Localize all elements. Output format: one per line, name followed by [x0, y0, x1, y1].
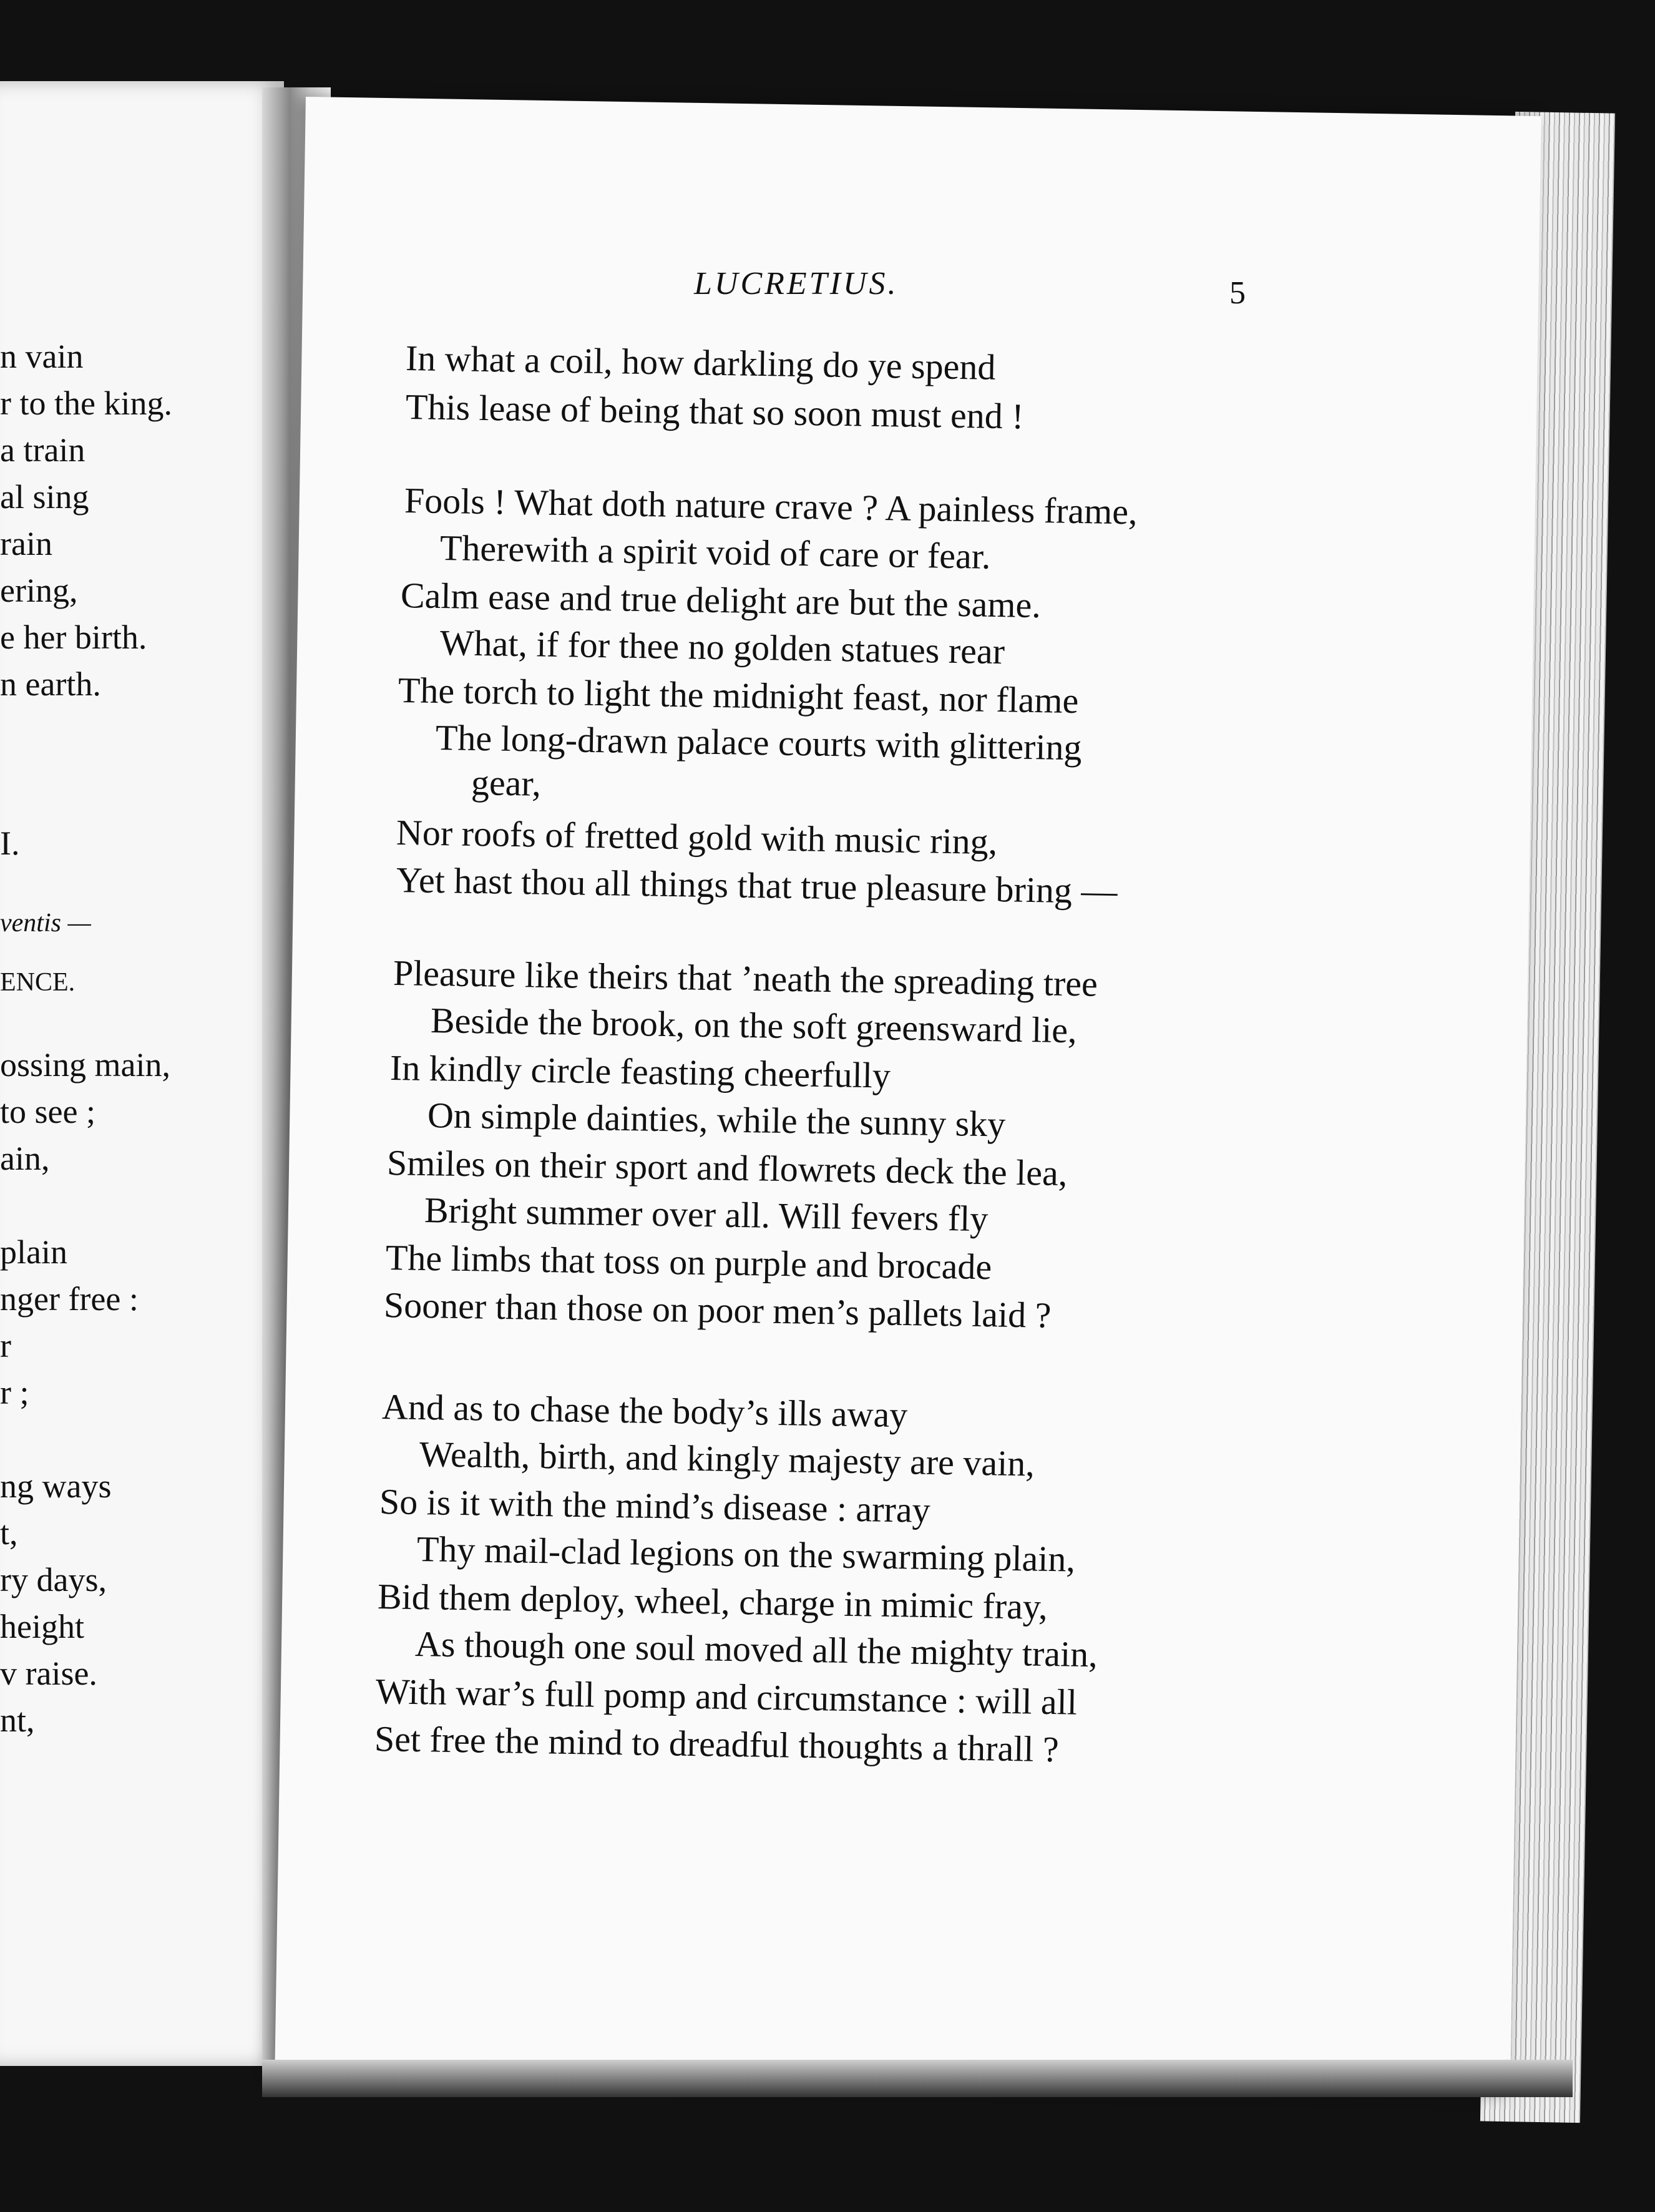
- verse-line: Calm ease and true delight are but the same.: [400, 575, 1042, 626]
- left-page-line: r: [0, 1327, 11, 1364]
- page-number: 5: [1229, 275, 1246, 311]
- left-page-line: ENCE.: [0, 968, 76, 997]
- left-page-line: ering,: [0, 572, 78, 609]
- left-page-line: plain: [0, 1233, 67, 1271]
- left-page-line: ossing main,: [0, 1046, 171, 1084]
- left-page-line: nger free :: [0, 1280, 139, 1318]
- verse-line: The limbs that toss on purple and brocade: [385, 1237, 992, 1288]
- left-page-line: height: [0, 1608, 84, 1645]
- left-page-line: ry days,: [0, 1561, 107, 1598]
- verse-line: What, if for thee no golden statues rear: [439, 622, 1005, 672]
- verse-line: Bright summer over all. Will fevers fly: [424, 1190, 989, 1240]
- verse-line: This lease of being that so soon must end !: [405, 386, 1025, 437]
- verse-line: Therewith a spirit void of care or fear.: [439, 527, 991, 577]
- verse-line: On simple dainties, while the sunny sky: [427, 1095, 1006, 1145]
- verse-line: Yet hast thou all things that true pleasure bring —: [396, 859, 1118, 912]
- verse-line: Set free the mind to dreadful thoughts a thrall ?: [374, 1718, 1060, 1770]
- left-page-line: al sing: [0, 478, 89, 516]
- running-head: LUCRETIUS.: [694, 266, 899, 301]
- left-page-line: a train: [0, 431, 85, 469]
- left-page-line: r to the king.: [0, 384, 172, 422]
- verse-line: So is it with the mind’s disease : array: [379, 1481, 931, 1530]
- left-page-line: rain: [0, 525, 52, 562]
- verse-line: Thy mail-clad legions on the swarming plain,: [416, 1529, 1076, 1580]
- left-page-line: r ;: [0, 1374, 29, 1411]
- verse-line: And as to chase the body’s ills away: [381, 1386, 908, 1436]
- verse-line: Beside the brook, on the soft greensward lie,: [430, 1000, 1078, 1051]
- verse-line: As though one soul moved all the mighty train,: [414, 1623, 1098, 1675]
- verse-line: Pleasure like theirs that ’neath the spreading tree: [393, 952, 1098, 1004]
- book-bottom-edge: [262, 2060, 1573, 2097]
- left-page-line: n vain: [0, 338, 84, 375]
- verse-line: gear,: [471, 762, 542, 804]
- verse-line: Wealth, birth, and kingly majesty are vain,: [419, 1434, 1035, 1484]
- left-page-line: I.: [0, 825, 20, 862]
- left-page-line: nt,: [0, 1701, 35, 1739]
- verse-line: In what a coil, how darkling do ye spend: [405, 338, 996, 388]
- verse-line: Sooner than those on poor men’s pallets laid ?: [383, 1285, 1052, 1336]
- verse-line: The long-drawn palace courts with glittering: [435, 717, 1083, 768]
- verse-line: In kindly circle feasting cheerfully: [389, 1047, 891, 1096]
- verse-line: The torch to light the midnight feast, nor flame: [398, 670, 1079, 722]
- verse-line: Fools ! What doth nature crave ? A painless frame,: [404, 480, 1138, 532]
- verse-line: Nor roofs of fretted gold with music ring,: [396, 812, 998, 863]
- verse-line: With war’s full pomp and circumstance : will all: [375, 1671, 1078, 1723]
- left-page-line: t,: [0, 1514, 18, 1552]
- left-page-line: ain,: [0, 1140, 50, 1177]
- left-page-line: n earth.: [0, 665, 101, 703]
- left-page-line: ng ways: [0, 1467, 112, 1505]
- left-page-line: to see ;: [0, 1093, 95, 1130]
- left-page-line: e her birth.: [0, 619, 147, 656]
- verse-line: Smiles on their sport and flowrets deck the lea,: [386, 1142, 1068, 1194]
- left-page-line: ventis —: [0, 909, 91, 937]
- left-page-line: v raise.: [0, 1655, 97, 1692]
- verse-line: Bid them deploy, wheel, charge in mimic fray,: [377, 1576, 1048, 1627]
- left-page: [0, 81, 284, 2066]
